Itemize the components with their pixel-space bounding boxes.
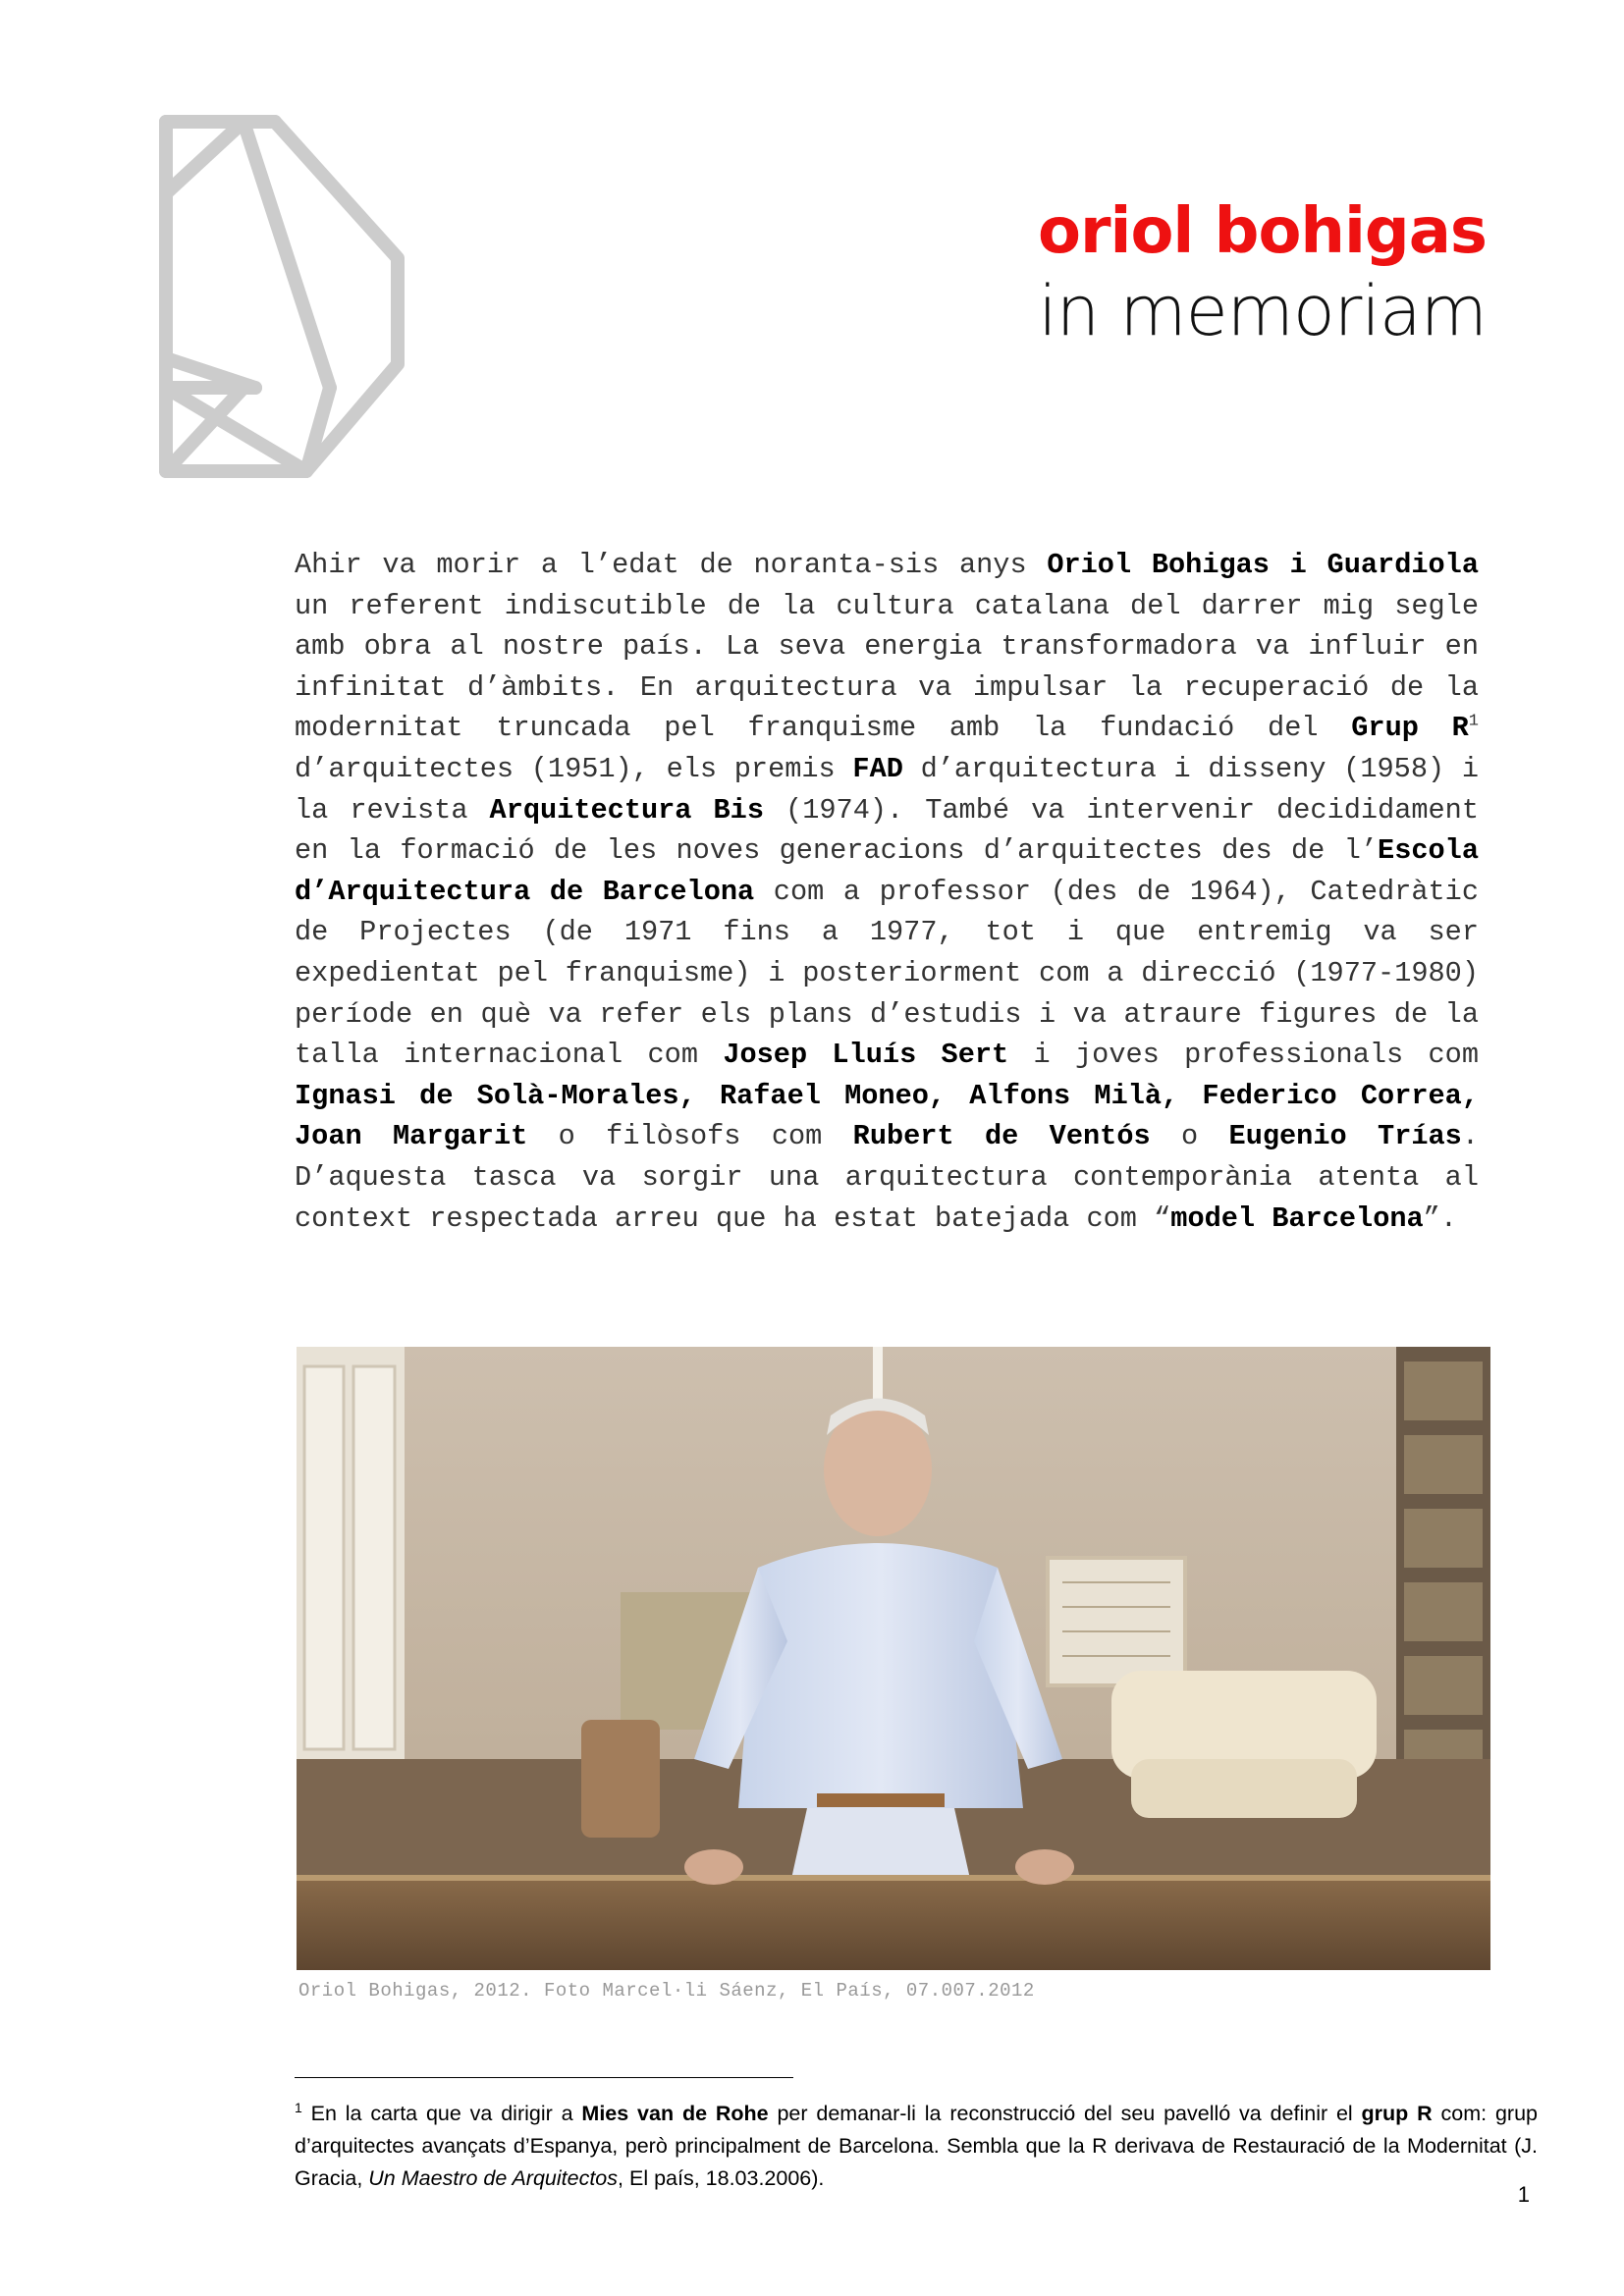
- body-text: o: [1150, 1120, 1229, 1153]
- body-emphasis: Arquitectura Bis: [489, 793, 764, 827]
- title-block: [1038, 194, 1487, 353]
- body-text: com a professor (des de 1964), Catedràtic de Projectes (de 1971 fins a 1977, tot i que entremig va ser expedientat pel franquisme) i posteriorment com a direcció (1977-1980) període en què va refer els plans d’estudis i va atraure figures de la talla internacional com: [295, 875, 1479, 1072]
- footnote-emphasis: grup R: [1361, 2102, 1433, 2125]
- body-text: un referent indiscutible de la cultura catalana del darrer mig segle amb obra al nostre país. La seva energia transformadora va influir en infinitat d’àmbits. En arquitectura va impulsar la recuperació de la modernitat truncada pel franquisme amb la fundació del: [295, 589, 1479, 745]
- body-text: d’arquitectes (1951), els premis: [295, 752, 853, 785]
- body-emphasis: Grup R: [1351, 712, 1469, 745]
- body-text: ”.: [1423, 1201, 1457, 1235]
- body-text: Ahir va morir a l’edat de noranta-sis anys: [295, 549, 1048, 581]
- body-text: (1974). També va intervenir decididament en la formació de les noves generacions d’arquitectes des de l’: [295, 793, 1480, 868]
- body-emphasis: FAD: [852, 752, 903, 785]
- body-emphasis: Eugenio Trías: [1228, 1120, 1462, 1153]
- footnote-separator: [295, 2077, 793, 2078]
- portrait-photo: [297, 1347, 1490, 1970]
- footnote-text: Un Maestro de Arquitectos: [368, 2166, 619, 2190]
- body-text: . D’aquesta tasca va sorgir una arquitectura contemporània atenta al context respectada arreu que ha estat batejada com “: [295, 1120, 1479, 1235]
- footnote-text: per demanar-li la reconstrucció del seu pavelló va definir el: [768, 2102, 1362, 2125]
- body-emphasis: Rubert de Ventós: [852, 1120, 1151, 1153]
- logo-icon: [157, 113, 412, 481]
- footnote-text: En la carta que va dirigir a: [301, 2102, 582, 2125]
- body-emphasis: Ignasi de Solà-Morales, Rafael Moneo, Alfons Milà, Federico Correa, Joan Margarit: [295, 1079, 1479, 1153]
- body-text: i joves professionals com: [1008, 1039, 1479, 1072]
- body-footnote-marker: 1: [1468, 712, 1479, 731]
- body-text: o filòsofs com: [527, 1120, 853, 1153]
- page-number: 1: [1517, 2182, 1530, 2207]
- photo-caption: Oriol Bohigas, 2012. Foto Marcel·li Sáenz, El País, 07.007.2012: [298, 1980, 1035, 2002]
- footnote-footnote-marker: 1: [295, 2099, 302, 2115]
- body-emphasis: Josep Lluís Sert: [723, 1039, 1009, 1072]
- footnote-text: com: grup d’arquitectes avançats d’Espanya, però principalment de Barcelona. Sembla que la R derivava de Restauració de la Modernitat (J. Gracia,: [295, 2102, 1538, 2190]
- body-emphasis: model Barcelona: [1170, 1201, 1424, 1235]
- page-subtitle: in memoriam: [1038, 271, 1487, 351]
- body-text: d’arquitectura i disseny (1958) i la revista: [295, 752, 1479, 827]
- body-paragraph: [295, 545, 1479, 1239]
- footnote-text: , El país, 18.03.2006).: [618, 2166, 825, 2190]
- footnote-emphasis: Mies van de Rohe: [581, 2102, 769, 2125]
- body-emphasis: Oriol Bohigas i Guardiola: [1047, 549, 1479, 581]
- page-title: oriol bohigas: [1037, 195, 1487, 268]
- body-emphasis: Escola d’Arquitectura de Barcelona: [295, 834, 1479, 908]
- footnote: [295, 2098, 1538, 2195]
